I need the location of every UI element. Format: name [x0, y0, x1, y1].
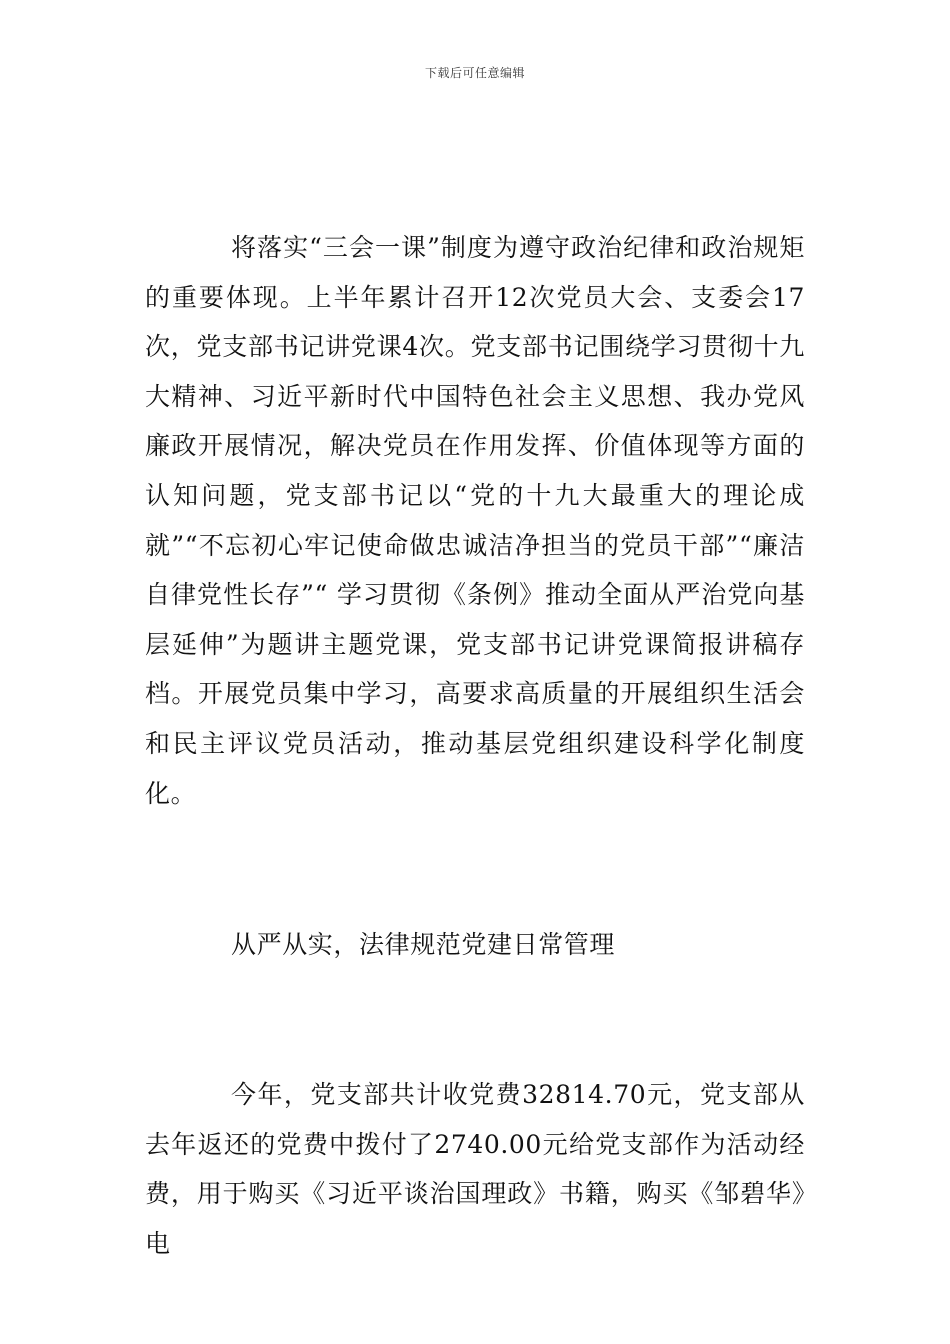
body-paragraph-1: 将落实“三会一课”制度为遵守政治纪律和政治规矩的重要体现。上半年累计召开12次党员大会、支委会17次，党支部书记讲党课4次。党支部书记围绕学习贯彻十九大精神、习近平新时代中国特色社会主义思想、我办党风廉政开展情况，解决党员在作用发挥、价值体现等方面的认知问题，党支部书记以“党的十九大最重大的理论成就”“不忘初心牢记使命做忠诚洁净担当的党员干部”“廉洁自律党性长存”“ 学习贯彻《条例》推动全面从严治党向基层延伸”为题讲主题党课，党支部书记讲党课简报讲稿存档。开展党员集中学习，高要求高质量的开展组织生活会和民主评议党员活动，推动基层党组织建设科学化制度化。 — [145, 233, 805, 808]
body-paragraph-2: 今年，党支部共计收党费32814.70元，党支部从去年返还的党费中拨付了2740.00元给党支部作为活动经费，用于购买《习近平谈治国理政》书籍，购买《邹碧华》电 — [145, 1080, 805, 1258]
section-heading: 从严从实，法律规范党建日常管理 — [231, 930, 616, 959]
page-header-note: 下载后可任意编辑 — [424, 66, 525, 80]
